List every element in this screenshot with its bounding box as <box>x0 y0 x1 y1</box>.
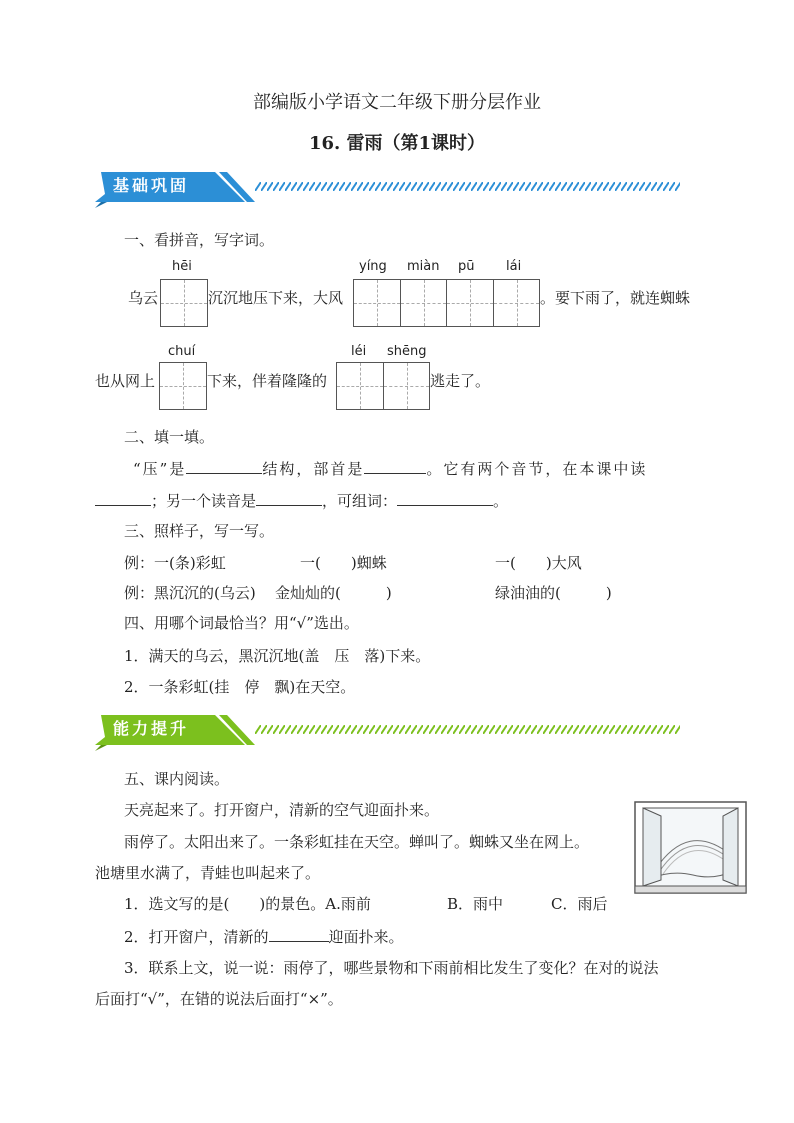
q5-sub2: 2．打开窗户，清新的 迎面扑来。 <box>124 928 404 946</box>
passage-line: 天亮起来了。打开窗户，清新的空气迎面扑来。 <box>124 801 440 819</box>
blank-air[interactable] <box>269 927 329 942</box>
passage-line: 雨停了。太阳出来了。一条彩虹挂在天空。蝉叫了。蜘蛛又坐在网上。 <box>124 833 590 851</box>
pinyin: miàn <box>407 259 440 274</box>
q5-sub3-line: 3．联系上文，说一说：雨停了，哪些景物和下雨前相比发生了变化？在对的说法 <box>124 959 659 977</box>
q3-item: 绿油油的( ) <box>495 584 612 602</box>
banner-stripe <box>255 182 680 191</box>
q5-option-b: B．雨中 <box>447 895 504 913</box>
pinyin: léi <box>351 344 367 359</box>
q3-item: 一( )蜘蛛 <box>300 554 387 572</box>
pinyin: chuí <box>168 344 196 359</box>
passage-line: 池塘里水满了，青蛙也叫起来了。 <box>95 864 321 882</box>
q1-text: 。要下雨了，就连蜘蛛 <box>540 289 691 307</box>
pinyin: lái <box>506 259 522 274</box>
q3-item: 一( )大风 <box>495 554 582 572</box>
q1-text: 沉沉地压下来，大风 <box>208 289 344 307</box>
writing-grid[interactable] <box>446 279 540 327</box>
q2-line2: ；另一个读音是 ，可组词： 。 <box>95 490 508 511</box>
blank-reading[interactable] <box>95 491 151 506</box>
q1-text: 逃走了。 <box>430 372 491 390</box>
page-title: 部编版小学语文二年级下册分层作业 <box>253 92 541 113</box>
blank-radical[interactable] <box>364 459 426 474</box>
q3-item: 金灿灿的( ) <box>275 584 392 602</box>
writing-grid[interactable] <box>159 362 207 410</box>
lesson-title: 16. 雷雨（第1课时） <box>308 133 486 154</box>
section-label: 基础巩固 <box>113 176 190 195</box>
q5-sub1: 1．选文写的是( )的景色。A.雨前 <box>124 895 371 913</box>
blank-other-reading[interactable] <box>256 491 322 506</box>
q5-sub3-line: 后面打“√”，在错的说法后面打“×”。 <box>95 990 343 1008</box>
q2-line1: “压”是 结构，部首是 。它有两个音节，在本课中读 <box>133 460 648 478</box>
blank-structure[interactable] <box>186 459 262 474</box>
banner-stripe <box>255 725 680 734</box>
section-banner-basic <box>95 172 680 200</box>
pinyin: yíng <box>359 259 387 274</box>
q4-item: 2．一条彩虹(挂 停 飘)在天空。 <box>124 678 356 696</box>
q1-text: 也从网上 <box>95 372 156 390</box>
q5-heading: 五、课内阅读。 <box>124 770 230 788</box>
section-label: 能力提升 <box>113 719 190 738</box>
q3-example: 例：一(条)彩虹 <box>124 554 226 572</box>
q1-heading: 一、看拼音，写字词。 <box>124 231 275 249</box>
q1-text: 下来，伴着隆隆的 <box>207 372 328 390</box>
writing-grid[interactable] <box>353 279 447 327</box>
writing-grid[interactable] <box>336 362 430 410</box>
q4-heading: 四、用哪个词最恰当？用“√”选出。 <box>124 614 359 632</box>
pinyin: shēng <box>387 344 427 359</box>
writing-grid[interactable] <box>160 279 208 327</box>
pinyin: hēi <box>172 259 192 274</box>
q1-text: 乌云 <box>128 289 159 307</box>
window-rainbow-illustration <box>633 800 748 895</box>
blank-word[interactable] <box>397 491 493 506</box>
q3-example: 例：黑沉沉的(乌云) <box>124 584 256 602</box>
q5-option-c: C．雨后 <box>551 895 608 913</box>
q2-heading: 二、填一填。 <box>124 428 215 446</box>
q4-item: 1．满天的乌云，黑沉沉地(盖 压 落)下来。 <box>124 647 431 665</box>
pinyin: pū <box>458 259 475 274</box>
q3-heading: 三、照样子，写一写。 <box>124 522 275 540</box>
section-banner-advanced <box>95 715 680 743</box>
